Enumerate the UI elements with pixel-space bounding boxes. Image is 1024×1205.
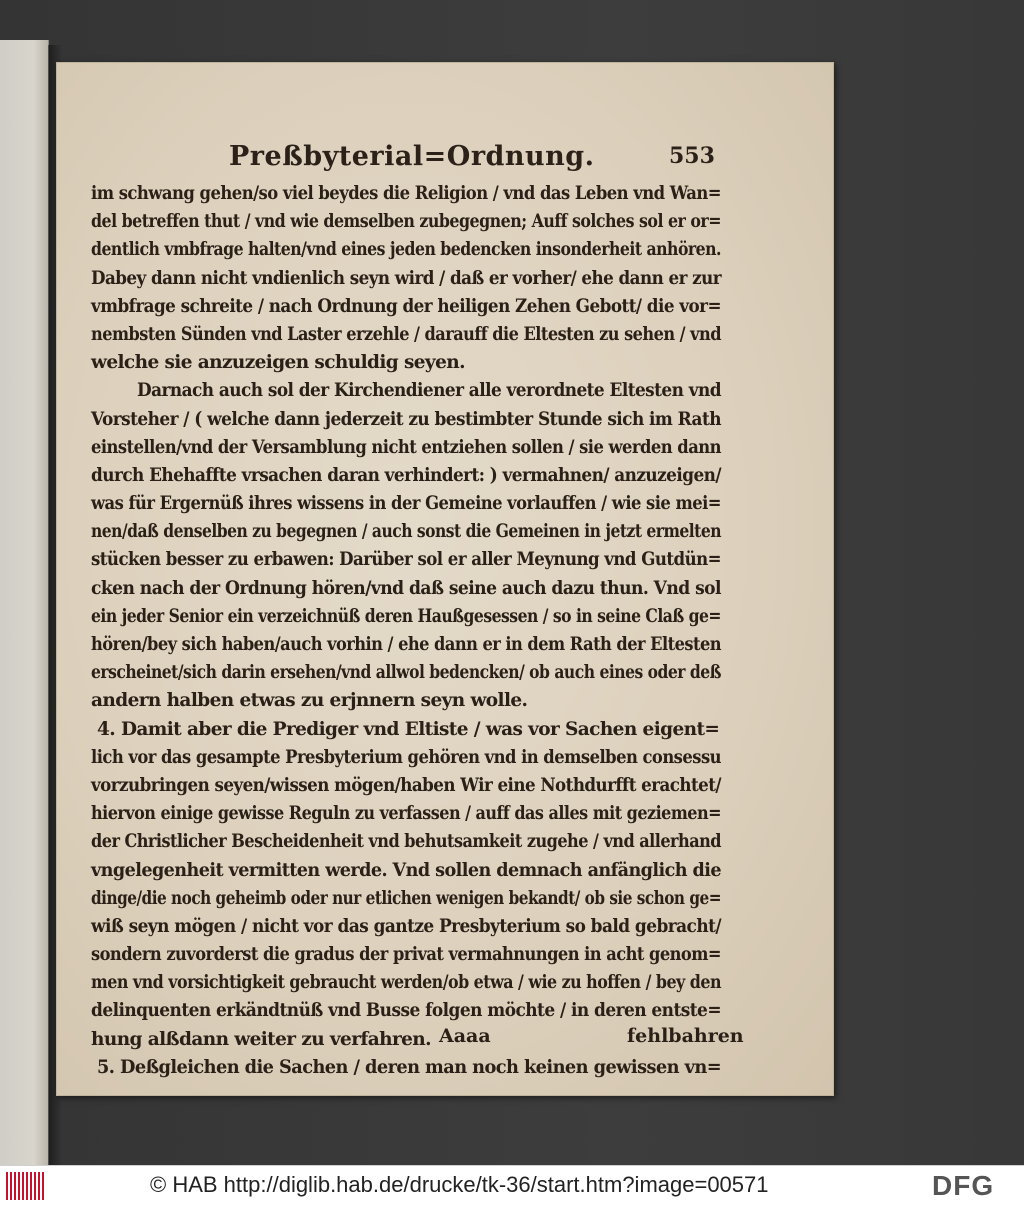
catchword: fehlbahren — [627, 1025, 744, 1047]
dfg-logo: DFG — [932, 1170, 995, 1201]
text-line: dentlich vmbfrage halten/vnd eines jeden bedencken insonderheit anhören. — [91, 239, 721, 261]
text-line: wiß seyn mögen / nicht vor das gantze Presbyterium so bald gebracht/ — [91, 915, 721, 937]
text-line: im schwang gehen/so viel beydes die Religion / vnd das Leben vnd Wan= — [91, 183, 721, 204]
text-line: sondern zuvorderst die gradus der privat vermahnungen in acht genom= — [91, 944, 721, 966]
viewer-footer — [0, 1165, 1024, 1205]
text-line: Dabey dann nicht vndienlich seyn wird / daß er vorher/ ehe dann er zur — [91, 267, 721, 289]
text-line: andern halben etwas zu erjnnern seyn wolle. — [91, 690, 528, 712]
text-line: erscheinet/sich darin ersehen/vnd allwol bedencken/ ob auch eines oder deß — [91, 662, 721, 684]
text-line: dinge/die noch geheimb oder nur etlichen wenigen bekandt/ ob sie schon ge= — [91, 887, 721, 909]
copyright-url-text: © HAB http://diglib.hab.de/drucke/tk-36/start.htm?image=00571 — [150, 1172, 769, 1197]
hab-logo-icon — [6, 1172, 46, 1200]
text-line: vngelegenheit vermitten werde. Vnd sollen demnach anfänglich die — [91, 859, 721, 881]
text-line: hung alßdann weiter zu verfahren. — [91, 1028, 431, 1050]
text-line: ein jeder Senior ein verzeichnüß deren Haußgesessen / so in seine Claß ge= — [91, 605, 721, 627]
text-line: einstellen/vnd der Versamblung nicht entziehen sollen / sie werden dann — [91, 436, 721, 458]
text-line: hiervon einige gewisse Reguln zu verfassen / auff das alles mit geziemen= — [91, 803, 721, 825]
text-line: del betreffen thut / vnd wie demselben zubegegnen; Auff solches sol er or= — [91, 211, 721, 233]
text-line: men vnd vorsichtigkeit gebraucht werden/ob etwa / wie zu hoffen / bey den — [91, 972, 721, 994]
text-line: welche sie anzuzeigen schuldig seyen. — [91, 352, 465, 374]
text-line: vorzubringen seyen/wissen mögen/haben Wir eine Nothdurfft erachtet/ — [91, 774, 721, 796]
text-line: 4. Damit aber die Prediger vnd Eltiste / was vor Sachen eigent= — [97, 718, 720, 740]
text-line: hören/bey sich haben/auch vorhin / ehe dann er in dem Rath der Eltesten — [91, 634, 721, 655]
body-text — [91, 180, 721, 1082]
signature-mark: Aaaa — [439, 1025, 491, 1047]
page-number: 553 — [669, 143, 715, 169]
text-line: durch Ehehaffte vrsachen daran verhindert: ) vermahnen/ anzuzeigen/ — [91, 464, 721, 486]
text-line: delinquenten erkändtnüß vnd Busse folgen möchte / in deren entste= — [91, 1000, 721, 1022]
running-header-title: Preßbyterial=Ordnung. — [229, 141, 595, 172]
text-line: lich vor das gesampte Presbyterium gehören vnd in demselben consessu — [91, 746, 721, 768]
text-line: stücken besser zu erbawen: Darüber sol er aller Meynung vnd Gutdün= — [91, 549, 721, 571]
text-line: der Christlicher Bescheidenheit vnd behutsamkeit zugehe / vnd allerhand — [91, 831, 721, 853]
text-line: 5. Deßgleichen die Sachen / deren man noch keinen gewissen vn= — [97, 1056, 721, 1078]
previous-page-edge — [0, 40, 49, 1170]
text-line: nen/daß denselben zu begegnen / auch sonst die Gemeinen in jetzt ermelten — [91, 521, 721, 543]
scanned-page — [56, 62, 834, 1096]
text-line: cken nach der Ordnung hören/vnd daß seine auch dazu thun. Vnd sol — [91, 577, 721, 599]
text-line: Vorsteher / ( welche dann jederzeit zu bestimbter Stunde sich im Rath — [91, 408, 721, 430]
text-line: was für Ergernüß ihres wissens in der Gemeine vorlauffen / wie sie mei= — [91, 493, 721, 515]
text-line: vmbfrage schreite / nach Ordnung der heiligen Zehen Gebott/ die vor= — [91, 295, 721, 317]
text-line: Darnach auch sol der Kirchendiener alle verordnete Eltesten vnd — [137, 380, 721, 402]
text-line: nembsten Sünden vnd Laster erzehle / darauff die Eltesten zu sehen / vnd — [91, 323, 721, 345]
